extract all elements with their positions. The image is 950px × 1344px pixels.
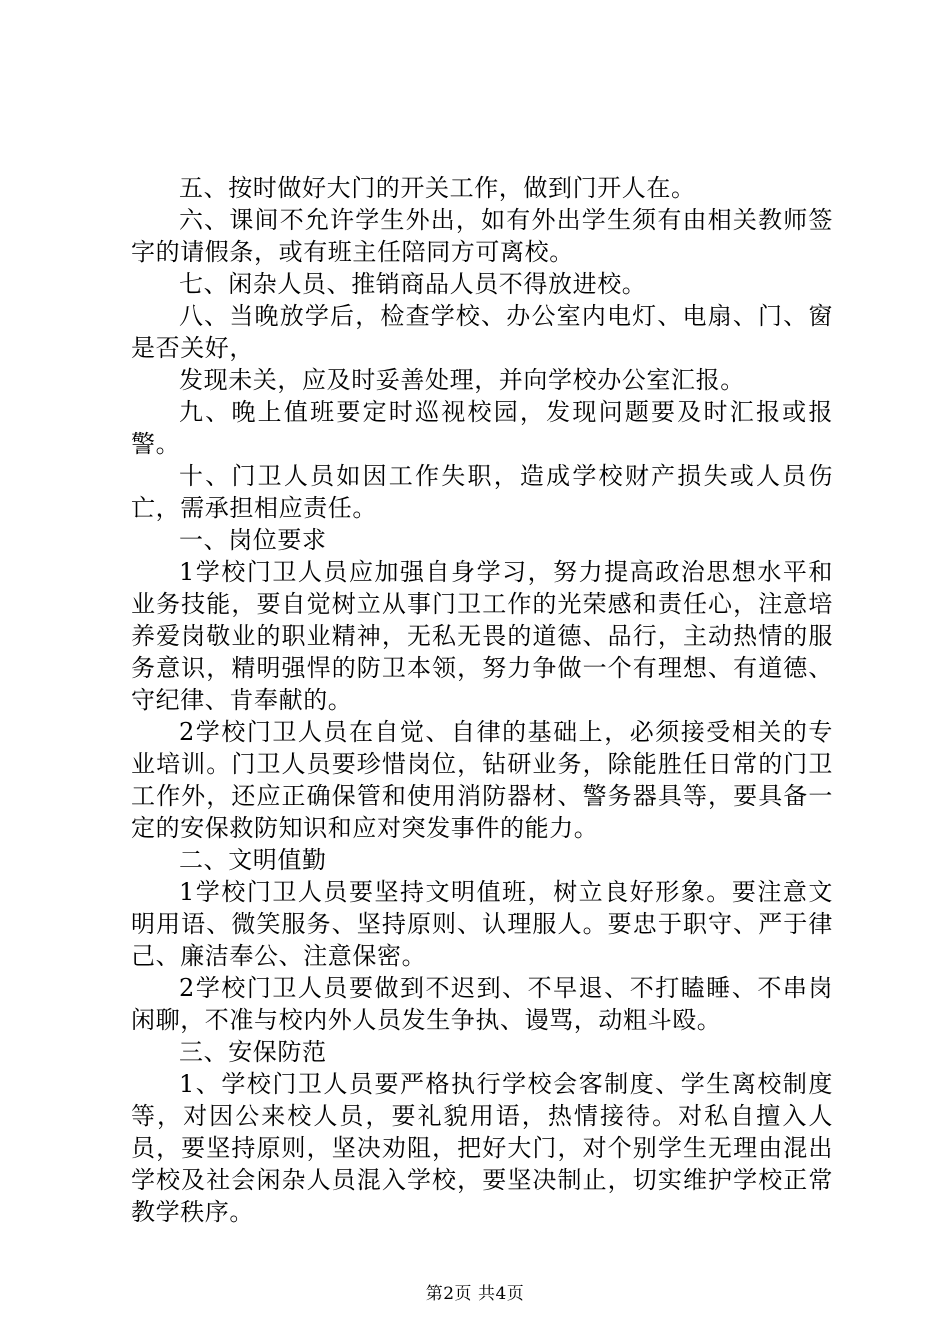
- section-heading: 一、岗位要求: [179, 526, 327, 554]
- paragraph: 1学校门卫人员要坚持文明值班，树立良好形象。要注意文明用语、微笑服务、坚持原则、认理服人。要忠于职守、严于律己、廉洁奉公、注意保密。: [131, 878, 833, 970]
- section-heading: 三、安保防范: [179, 1038, 327, 1066]
- paragraph: 七、闲杂人员、推销商品人员不得放进校。: [179, 270, 647, 298]
- page-footer: 第2页 共4页: [425, 1284, 525, 1304]
- paragraph: 2学校门卫人员在自觉、自律的基础上，必须接受相关的专业培训。门卫人员要珍惜岗位，钻研业务，除能胜任日常的门卫工作外，还应正确保管和使用消防器材、警务器具等，要具备一定的安保救防知识和应对突发事件的能力。: [131, 718, 833, 842]
- paragraph: 十、门卫人员如因工作失职，造成学校财产损失或人员伤亡，需承担相应责任。: [131, 462, 833, 522]
- paragraph: 五、按时做好大门的开关工作，做到门开人在。: [179, 174, 696, 202]
- paragraph: 发现未关，应及时妥善处理，并向学校办公室汇报。: [179, 366, 745, 394]
- paragraph: 六、课间不允许学生外出，如有外出学生须有由相关教师签字的请假条，或有班主任陪同方可离校。: [131, 206, 833, 266]
- paragraph: 九、晚上值班要定时巡视校园，发现问题要及时汇报或报警。: [131, 398, 833, 458]
- paragraph: 2学校门卫人员要做到不迟到、不早退、不打瞌睡、不串岗闲聊，不准与校内外人员发生争执、谩骂，动粗斗殴。: [131, 974, 833, 1034]
- document-body: [131, 172, 833, 1228]
- paragraph: 1、学校门卫人员要严格执行学校会客制度、学生离校制度等，对因公来校人员，要礼貌用语，热情接待。对私自擅入人员，要坚持原则，坚决劝阻，把好大门，对个别学生无理由混出学校及社会闲杂人员混入学校，要坚决制止，切实维护学校正常教学秩序。: [131, 1070, 833, 1226]
- paragraph: 八、当晚放学后，检查学校、办公室内电灯、电扇、门、窗是否关好，: [131, 302, 833, 362]
- section-heading: 二、文明值勤: [179, 846, 327, 874]
- paragraph: 1学校门卫人员应加强自身学习，努力提高政治思想水平和业务技能，要自觉树立从事门卫工作的光荣感和责任心，注意培养爱岗敬业的职业精神，无私无畏的道德、品行，主动热情的服务意识，精明强悍的防卫本领，努力争做一个有理想、有道德、守纪律、肯奉献的。: [131, 558, 833, 714]
